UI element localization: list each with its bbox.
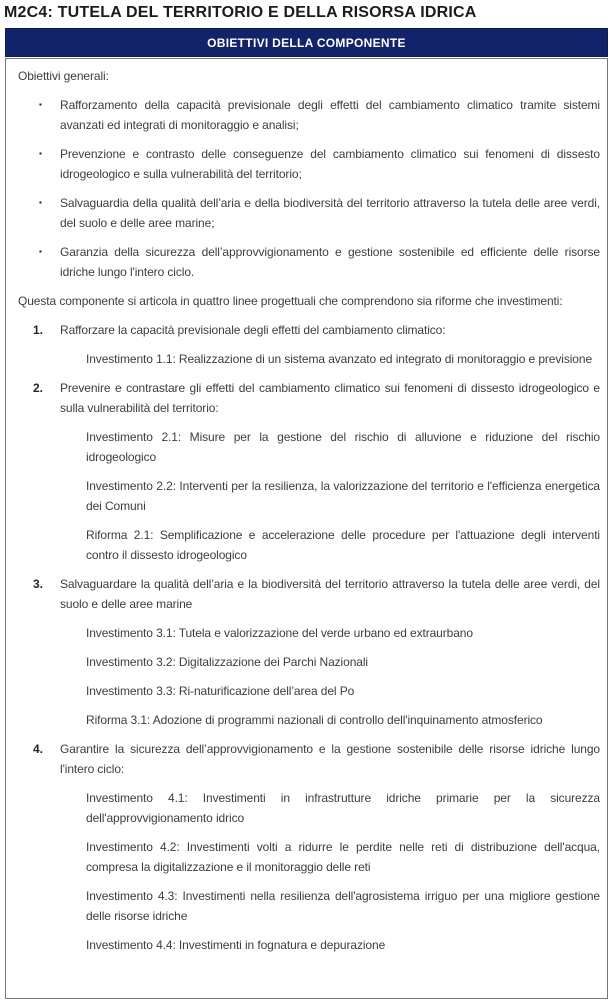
- square-bullet-icon: ▪: [39, 100, 42, 109]
- banner-label: OBIETTIVI DELLA COMPONENTE: [207, 35, 406, 50]
- bullet-text: Garanzia della sicurezza dell’approvvigionamento e gestione sostenibile ed efficiente delle risorse idriche lungo l'intero ciclo.: [60, 245, 600, 279]
- project-line-1: [18, 320, 600, 340]
- structure-paragraph: Questa componente si articola in quattro linee progettuali che comprendono sia riforme che investimenti:: [18, 294, 563, 308]
- list-number: 3.: [33, 577, 44, 591]
- subitem-investimento-1-1: Investimento 1.1: Realizzazione di un sistema avanzato ed integrato di monitoraggio e previsione: [86, 352, 593, 366]
- bullet-text: Rafforzamento della capacità previsionale degli effetti del cambiamento climatico tramite sistemi avanzati ed integrati di monitoraggio e analisi;: [60, 98, 600, 132]
- bullet-text: Prevenzione e contrasto delle conseguenze del cambiamento climatico sui fenomeni di dissesto idrogeologico e sulla vulnerabilità del territorio;: [60, 147, 600, 181]
- document-page: [0, 3, 613, 1006]
- list-number: 4.: [33, 742, 44, 756]
- project-line-text: Garantire la sicurezza dell’approvvigionamento e la gestione sostenibile delle risorse idriche lungo l'intero ciclo:: [60, 742, 600, 776]
- subitem-investimento-2-1: Investimento 2.1: Misure per la gestione del rischio di alluvione e riduzione del rischio idrogeologico: [86, 430, 600, 464]
- subitem-riforma-2-1: Riforma 2.1: Semplificazione e accelerazione delle procedure per l'attuazione degli interventi contro il dissesto idrogeologico: [86, 528, 600, 562]
- general-objectives-label: Obiettivi generali:: [18, 69, 109, 83]
- subitem-riforma-3-1: Riforma 3.1: Adozione di programmi nazionali di controllo dell'inquinamento atmosferico: [86, 713, 543, 727]
- bullet-item: [18, 95, 600, 135]
- square-bullet-icon: ▪: [39, 198, 42, 207]
- project-line-2: [18, 378, 600, 418]
- project-line-4: [18, 739, 600, 779]
- subitem-investimento-4-1: Investimento 4.1: Investimenti in infrastrutture idriche primarie per la sicurezza dell'approvvigionamento idrico: [86, 791, 600, 825]
- bullet-item: [18, 193, 600, 233]
- bullet-item: [18, 144, 600, 184]
- square-bullet-icon: ▪: [39, 149, 42, 158]
- project-line-text: Salvaguardare la qualità dell’aria e la biodiversità del territorio attraverso la tutela delle aree verdi, del suolo e delle aree marine: [60, 577, 600, 611]
- project-line-text: Rafforzare la capacità previsionale degli effetti del cambiamento climatico:: [60, 323, 446, 337]
- page-title: M2C4: TUTELA DEL TERRITORIO E DELLA RISORSA IDRICA: [4, 4, 477, 21]
- list-number: 2.: [33, 381, 44, 395]
- objectives-content-box: [5, 58, 608, 999]
- list-number: 1.: [33, 323, 44, 337]
- bullet-item: [18, 242, 600, 282]
- subitem-investimento-3-1: Investimento 3.1: Tutela e valorizzazione del verde urbano ed extraurbano: [86, 626, 473, 640]
- subitem-investimento-4-4: Investimento 4.4: Investimenti in fognatura e depurazione: [86, 938, 386, 952]
- subitem-investimento-4-2: Investimento 4.2: Investimenti volti a ridurre le perdite nelle reti di distribuzione dell'acqua, compresa la digitalizzazione e il monitoraggio delle reti: [86, 840, 600, 874]
- square-bullet-icon: ▪: [39, 247, 42, 256]
- bullet-text: Salvaguardia della qualità dell’aria e della biodiversità del territorio attraverso la tutela delle aree verdi, del suolo e delle aree marine;: [60, 196, 600, 230]
- subitem-investimento-2-2: Investimento 2.2: Interventi per la resilienza, la valorizzazione del territorio e l'efficienza energetica dei Comuni: [86, 479, 600, 513]
- subitem-investimento-3-2: Investimento 3.2: Digitalizzazione dei Parchi Nazionali: [86, 655, 368, 669]
- subitem-investimento-3-3: Investimento 3.3: Ri-naturificazione dell’area del Po: [86, 684, 355, 698]
- subitem-investimento-4-3: Investimento 4.3: Investimenti nella resilienza dell'agrosistema irriguo per una migliore gestione delle risorse idriche: [86, 889, 600, 923]
- component-objectives-banner: [5, 28, 608, 57]
- project-line-3: [18, 574, 600, 614]
- project-line-text: Prevenire e contrastare gli effetti del cambiamento climatico sui fenomeni di dissesto idrogeologico e sulla vulnerabilità del territorio:: [60, 381, 600, 415]
